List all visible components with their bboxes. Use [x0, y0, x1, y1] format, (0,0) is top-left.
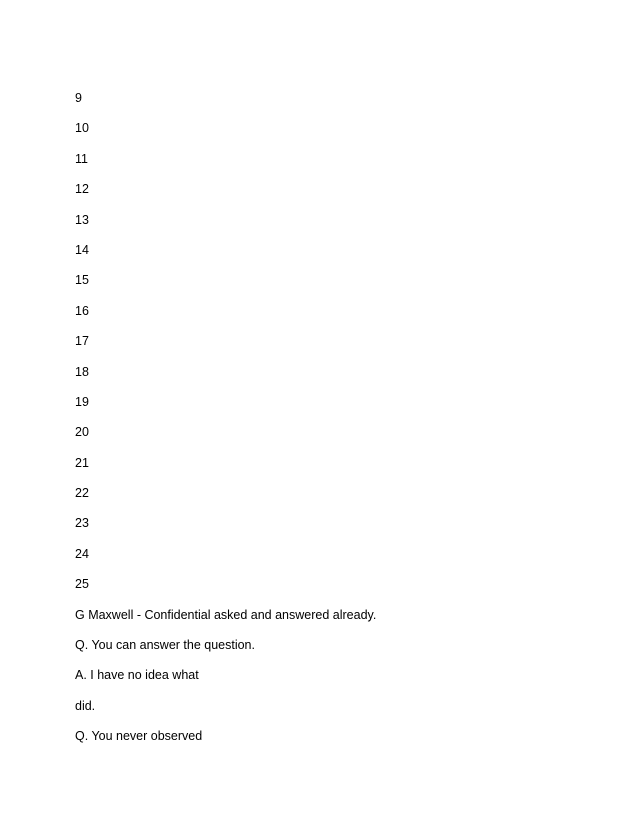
line-number: 11: [75, 151, 88, 166]
line-number: 15: [75, 273, 89, 288]
line-number: 10: [75, 121, 89, 136]
line-number: 23: [75, 516, 89, 531]
line-number: 25: [75, 577, 89, 592]
transcript-line: Q. You can answer the question.: [75, 638, 255, 653]
transcript-text: [75, 90, 595, 759]
line-number: 9: [75, 91, 82, 105]
line-number: 13: [75, 212, 89, 227]
line-number: 14: [75, 242, 89, 257]
transcript-line: G Maxwell - Confidential asked and answered already.: [75, 607, 377, 622]
transcript-line: Q. You never observed: [75, 729, 203, 744]
line-number: 24: [75, 546, 89, 561]
line-number: 22: [75, 486, 89, 501]
line-number: 21: [75, 455, 89, 470]
transcript-line: A. I have no idea what: [75, 668, 199, 683]
line-number: 18: [75, 364, 89, 379]
transcript-line: did.: [75, 698, 96, 713]
line-number: 19: [75, 394, 89, 409]
line-number: 17: [75, 334, 89, 349]
line-number: 12: [75, 182, 89, 197]
line-number: 16: [75, 303, 89, 318]
line-number: 20: [75, 425, 89, 440]
